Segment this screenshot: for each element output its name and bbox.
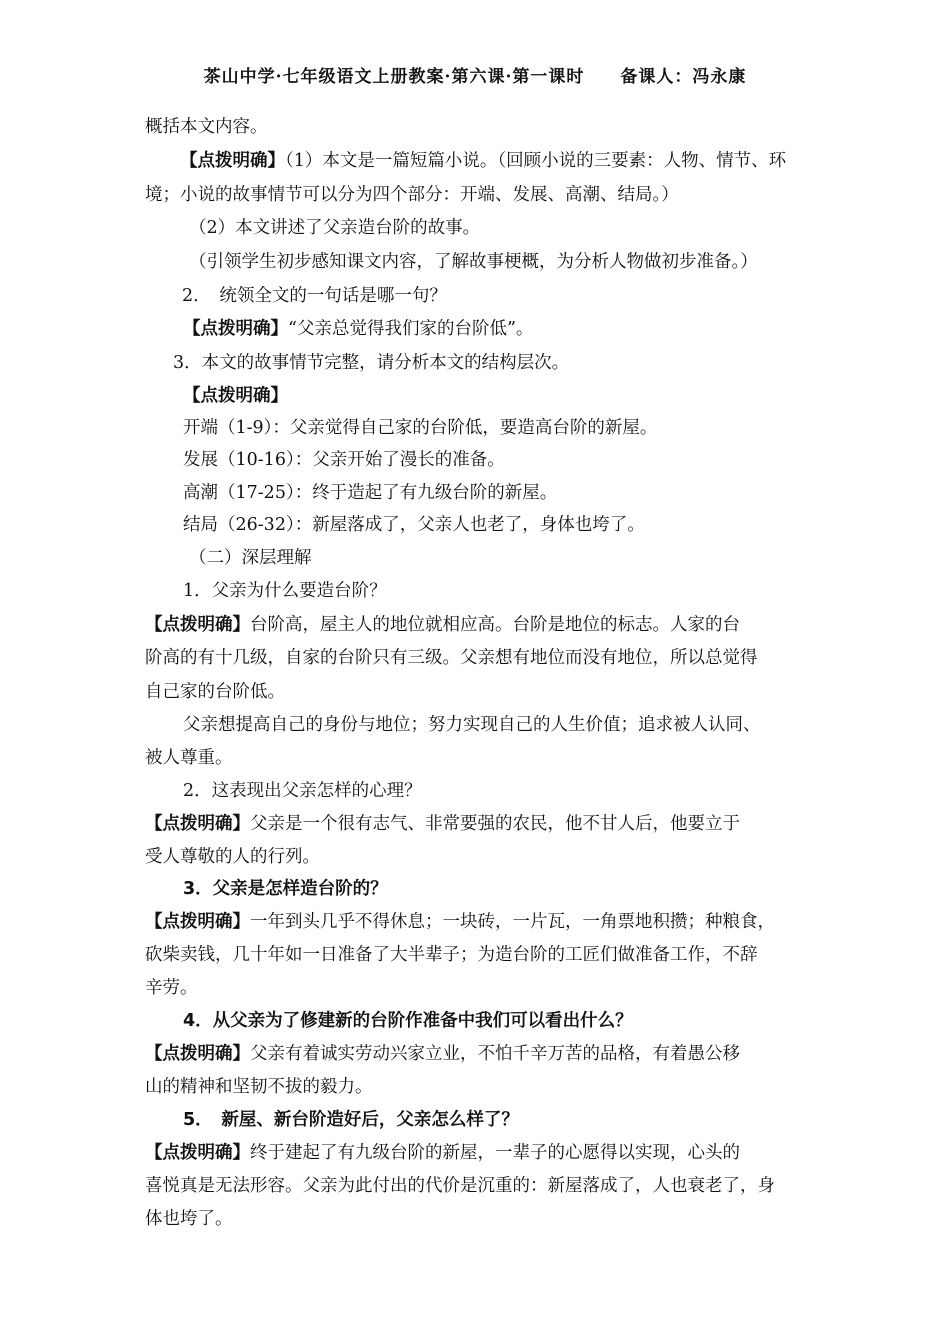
text-line: 【点拨明确】父亲是一个很有志气、非常要强的农民，他不甘人后，他要立于 bbox=[145, 814, 740, 834]
text-line: 父亲想提高自己的身份与地位；努力实现自己的人生价值；追求被人认同、 bbox=[183, 715, 761, 735]
text-line: 概括本文内容。 bbox=[145, 117, 268, 137]
text-line: 【点拨明确】（1）本文是一篇短篇小说。（回顾小说的三要素：人物、情节、环 bbox=[180, 151, 787, 171]
text-line: 【点拨明确】终于建起了有九级台阶的新屋，一辈子的心愿得以实现，心头的 bbox=[145, 1143, 740, 1163]
deep-question-5: 5． 新屋、新台阶造好后，父亲怎么样了？ bbox=[183, 1110, 519, 1130]
text-line: 体也垮了。 bbox=[145, 1209, 233, 1229]
text-line: 【点拨明确】一年到头几乎不得休息；一块砖，一片瓦，一角票地积攒；种粮食， bbox=[145, 912, 775, 932]
text-line: 【点拨明确】父亲有着诚实劳动兴家立业，不怕千辛万苦的品格，有着愚公移 bbox=[145, 1044, 740, 1064]
text-line: 【点拨明确】“父亲总觉得我们家的台阶低”。 bbox=[183, 319, 534, 339]
deep-question-4: 4．从父亲为了修建新的台阶作准备中我们可以看出什么？ bbox=[183, 1011, 633, 1031]
deep-question-3: 3．父亲是怎样造台阶的？ bbox=[183, 879, 388, 899]
text-line: 喜悦真是无法形容。父亲为此付出的代价是沉重的：新屋落成了，人也衰老了，身 bbox=[145, 1176, 775, 1196]
text-line: 砍柴卖钱，几十年如一日准备了大半辈子；为造台阶的工匠们做准备工作，不辞 bbox=[145, 945, 758, 965]
structure-opening: 开端（1-9）：父亲觉得自己家的台阶低，要造高台阶的新屋。 bbox=[183, 418, 658, 438]
deep-question-2: 2．这表现出父亲怎样的心理？ bbox=[183, 781, 422, 801]
text-line bbox=[183, 384, 288, 408]
text-line: 【点拨明确】台阶高，屋主人的地位就相应高。台阶是地位的标志。人家的台 bbox=[145, 615, 740, 635]
text-line: 境；小说的故事情节可以分为四个部分：开端、发展、高潮、结局。） bbox=[145, 185, 679, 205]
text-line: （引领学生初步感知课文内容，了解故事梗概，为分析人物做初步准备。） bbox=[189, 252, 758, 272]
text-line: 受人尊敬的人的行列。 bbox=[145, 847, 320, 867]
text-line: 自己家的台阶低。 bbox=[145, 682, 285, 702]
structure-ending: 结局（26-32）：新屋落成了，父亲人也老了，身体也垮了。 bbox=[183, 515, 645, 535]
header-title: 茶山中学·七年级语文上册教案·第六课·第一课时 bbox=[203, 67, 585, 87]
section-heading: （二）深层理解 bbox=[189, 548, 312, 568]
question-3: 3．本文的故事情节完整，请分析本文的结构层次。 bbox=[173, 353, 570, 373]
key-point-label: 【点拨明确】 bbox=[180, 151, 285, 171]
header-author: 备课人：冯永康 bbox=[620, 67, 747, 87]
text-line: 辛劳。 bbox=[145, 978, 198, 998]
text-line: 阶高的有十几级，自家的台阶只有三级。父亲想有地位而没有地位，所以总觉得 bbox=[145, 648, 758, 668]
key-point-label: 【点拨明确】 bbox=[145, 912, 250, 932]
key-point-label: 【点拨明确】 bbox=[183, 386, 288, 406]
page-header bbox=[0, 62, 950, 87]
text-line: 山的精神和坚韧不拔的毅力。 bbox=[145, 1077, 373, 1097]
structure-development: 发展（10-16）：父亲开始了漫长的准备。 bbox=[183, 450, 505, 470]
text-line: （2）本文讲述了父亲造台阶的故事。 bbox=[189, 218, 481, 238]
key-point-label: 【点拨明确】 bbox=[183, 319, 288, 339]
deep-question-1: 1．父亲为什么要造台阶？ bbox=[183, 581, 387, 601]
key-point-label: 【点拨明确】 bbox=[145, 1044, 250, 1064]
text-line: 被人尊重。 bbox=[145, 748, 233, 768]
structure-climax: 高潮（17-25）：终于造起了有九级台阶的新屋。 bbox=[183, 483, 558, 503]
key-point-label: 【点拨明确】 bbox=[145, 814, 250, 834]
question-2: 2． 统领全文的一句话是哪一句？ bbox=[182, 286, 447, 306]
key-point-label: 【点拨明确】 bbox=[145, 615, 250, 635]
key-point-label: 【点拨明确】 bbox=[145, 1143, 250, 1163]
